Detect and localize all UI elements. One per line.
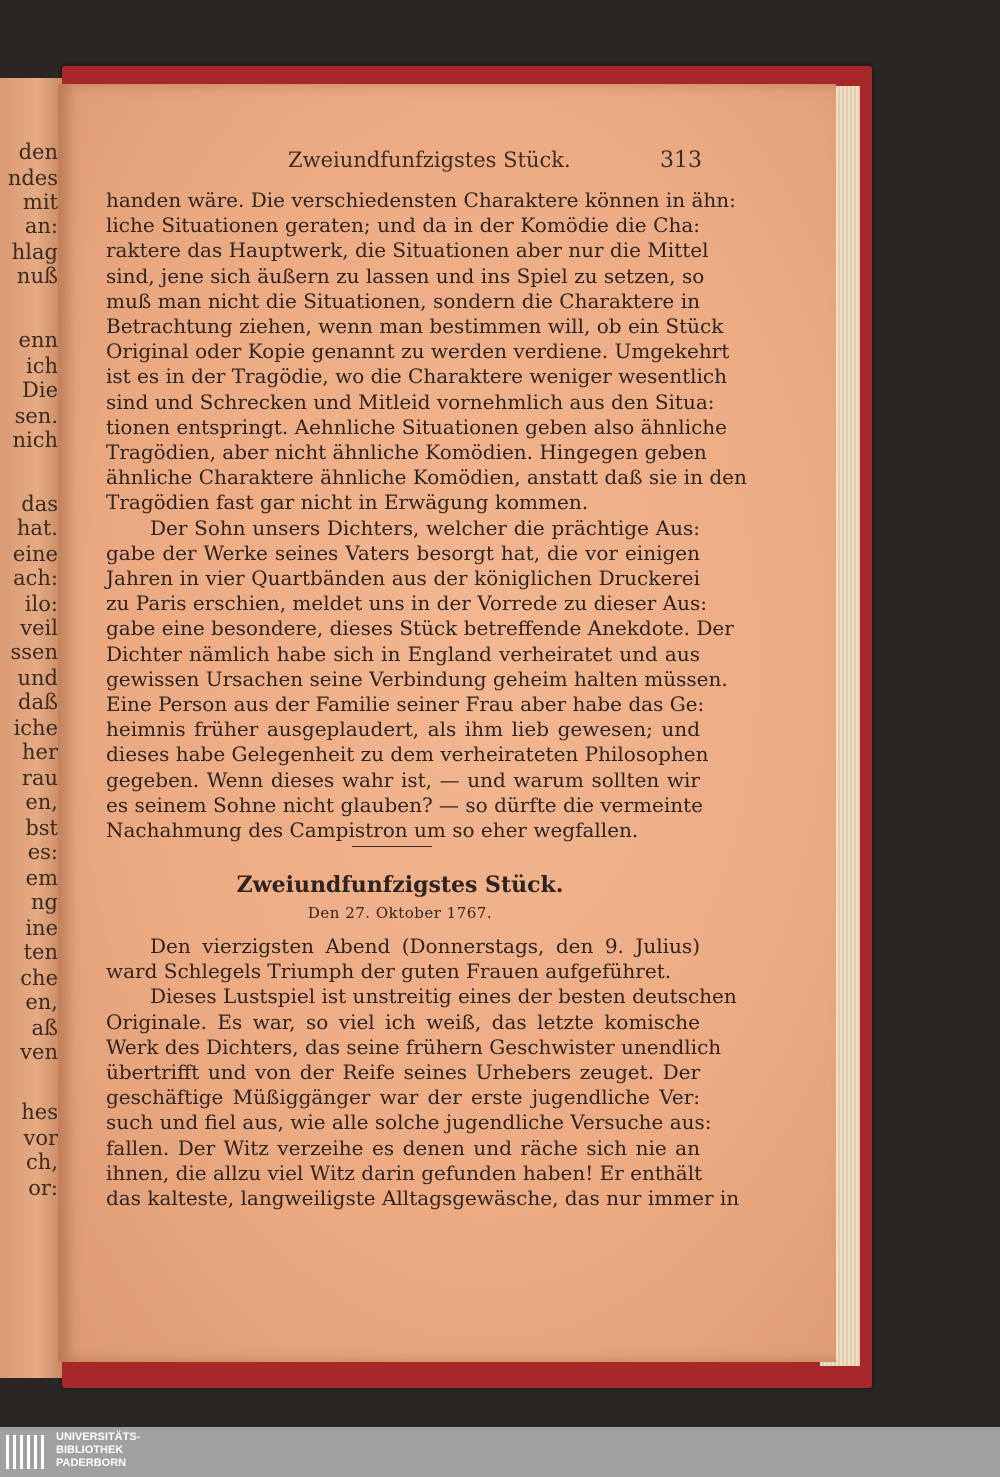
left-page-fragment: iche <box>13 716 58 740</box>
text-line: das kalteste, langweiligste Alltagsgewäsche, das nur immer in <box>106 1186 740 1211</box>
left-page-fragment: ssen <box>10 640 58 664</box>
text-line: fallen. Der Witz verzeihe es denen und räche sich nie an <box>106 1135 700 1160</box>
text-line: Werk des Dichters, das seine frühern Geschwister unendlich <box>106 1034 722 1059</box>
text-line: Tragödien, aber nicht ähnliche Komödien. Hingegen geben <box>106 440 707 465</box>
text-line: Original oder Kopie genannt zu werden verdiene. Umgekehrt <box>106 339 730 364</box>
left-page-fragment: und <box>17 666 58 690</box>
body-text-top <box>106 188 747 843</box>
section-date: Den 27. Oktober 1767. <box>307 904 493 922</box>
text-line: Nachahmung des Campistron um so eher wegfallen. <box>106 818 639 843</box>
text-line: gabe der Werke seines Vaters besorgt hat, die vor einigen <box>106 540 700 565</box>
text-line: gewissen Ursachen seine Verbindung geheim halten müssen. <box>106 666 728 691</box>
left-page-fragment: mit <box>22 190 58 214</box>
left-page-fragment: hat. <box>16 516 58 540</box>
paragraph <box>106 934 700 984</box>
section-divider <box>352 846 432 847</box>
text-line: Dieses Lustspiel ist unstreitig eines der besten deutschen <box>150 984 737 1009</box>
left-page-fragment: hes <box>21 1100 58 1124</box>
text-line: zu Paris erschien, meldet uns in der Vorrede zu dieser Aus: <box>106 591 707 616</box>
left-page-fragment: her <box>22 740 58 764</box>
library-footer <box>0 1427 1000 1477</box>
text-line: Jahren in vier Quartbänden aus der königlichen Druckerei <box>106 566 700 591</box>
text-line: gabe eine besondere, dieses Stück betreffende Anekdote. Der <box>106 616 734 641</box>
left-page-fragment: ine <box>25 916 58 940</box>
left-page-fragment: hlag <box>11 240 58 264</box>
left-page-fragment: en, <box>25 790 58 814</box>
text-line: Den vierzigsten Abend (Donnerstags, den 9. Julius) <box>150 934 700 958</box>
paragraph <box>106 515 734 844</box>
left-page-fragment: es: <box>27 840 58 864</box>
text-line: ward Schlegels Triumph der guten Frauen aufgeführet. <box>106 959 672 984</box>
text-line: muß man nicht die Situationen, sondern die Charaktere in <box>106 288 700 313</box>
left-page-fragment: ch, <box>26 1150 58 1174</box>
left-page-fragment: an: <box>24 214 58 238</box>
left-page-fragment: nich <box>12 428 58 452</box>
left-page-fragment: enn <box>18 328 58 352</box>
library-logo-icon <box>6 1435 48 1473</box>
text-line: ähnliche Charaktere ähnliche Komödien, anstatt daß sie in den <box>106 465 747 490</box>
body-text-bottom <box>106 934 740 1211</box>
left-page-fragment: sen. <box>14 404 58 428</box>
left-page-fragment: bst <box>25 816 58 840</box>
library-name-line2: BIBLIOTHEK <box>56 1444 124 1456</box>
text-line: sind und Schrecken und Mitleid vornehmlich aus den Situa: <box>106 389 715 414</box>
left-page-fragment: eine <box>12 542 58 566</box>
text-line: Dichter nämlich habe sich in England verheiratet und aus <box>106 641 700 666</box>
left-page-fragment: ven <box>20 1040 58 1064</box>
left-page-fragment: ten <box>23 940 58 964</box>
library-name-line3: PADERBORN <box>56 1457 127 1469</box>
text-line: es seinem Sohne nicht glauben? — so dürfte die vermeinte <box>106 792 703 817</box>
text-line: sind, jene sich äußern zu lassen und ins Spiel zu setzen, so <box>106 263 705 288</box>
left-page-fragment: vor <box>23 1126 58 1150</box>
left-page-fragment: aß <box>31 1016 58 1040</box>
page-number: 313 <box>660 148 702 173</box>
text-line: raktere das Hauptwerk, die Situationen aber nur die Mittel <box>106 238 709 263</box>
text-line: Originale. Es war, so viel ich weiß, das letzte komische <box>106 1009 700 1034</box>
left-page-fragment: ndes <box>7 166 58 190</box>
text-line: tionen entspringt. Aehnliche Situationen geben also ähnliche <box>106 414 728 439</box>
left-page-fragment: che <box>20 966 58 990</box>
left-page-fragment: nuß <box>16 264 58 288</box>
library-logo-text <box>56 1431 140 1470</box>
text-line: handen wäre. Die verschiedensten Charaktere können in ähn: <box>106 188 736 212</box>
left-page-fragment: den <box>18 140 58 164</box>
text-line: gegeben. Wenn dieses wahr ist, — und warum sollten wir <box>106 767 700 792</box>
text-line: such und fiel aus, wie alle solche jugendliche Versuche aus: <box>106 1110 712 1135</box>
running-head: Zweiundfunfzigstes Stück. <box>288 148 571 172</box>
text-line: Betrachtung ziehen, wenn man bestimmen will, ob ein Stück <box>106 314 724 339</box>
paragraph <box>106 188 747 516</box>
left-page-edge <box>0 78 62 1378</box>
library-name-line1: UNIVERSITÄTS- <box>56 1431 141 1443</box>
text-line: übertrifft und von der Reife seines Urhebers zeuget. Der <box>106 1060 700 1085</box>
text-line: Eine Person aus der Familie seiner Frau aber habe das Ge: <box>106 692 705 717</box>
left-page-fragment: ich <box>25 354 58 378</box>
text-line: ist es in der Tragödie, wo die Charaktere weniger wesentlich <box>106 364 728 389</box>
left-page-fragment: em <box>25 866 58 890</box>
text-line: Tragödien fast gar nicht in Erwägung kommen. <box>106 490 589 515</box>
text-line: geschäftige Müßiggänger war der erste jugendliche Ver: <box>106 1085 700 1110</box>
paragraph <box>106 984 740 1211</box>
text-line: liche Situationen geraten; und da in der Komödie die Cha: <box>106 213 700 238</box>
left-page-fragment: ilo: <box>24 592 58 616</box>
text-line: dieses habe Gelegenheit zu dem verheirateten Philosophen <box>106 742 709 767</box>
left-page-fragment: das <box>21 492 58 516</box>
left-page-fragment: en, <box>25 990 58 1014</box>
text-line: heimnis früher ausgeplaudert, als ihm lieb gewesen; und <box>106 717 700 742</box>
left-page-fragment: ng <box>31 890 58 914</box>
left-page-fragment: rau <box>21 766 58 790</box>
left-page-fragment: Die <box>22 378 58 402</box>
left-page-fragment: daß <box>18 690 58 714</box>
section-title: Zweiundfunfzigstes Stück. <box>236 872 564 898</box>
left-page-fragment: or: <box>28 1176 58 1200</box>
text-line: ihnen, die allzu viel Witz darin gefunden haben! Er enthält <box>106 1160 703 1185</box>
left-page-fragment: ach: <box>13 566 58 590</box>
text-line: Der Sohn unsers Dichters, welcher die prächtige Aus: <box>150 515 700 540</box>
left-page-fragment: veil <box>20 616 58 640</box>
